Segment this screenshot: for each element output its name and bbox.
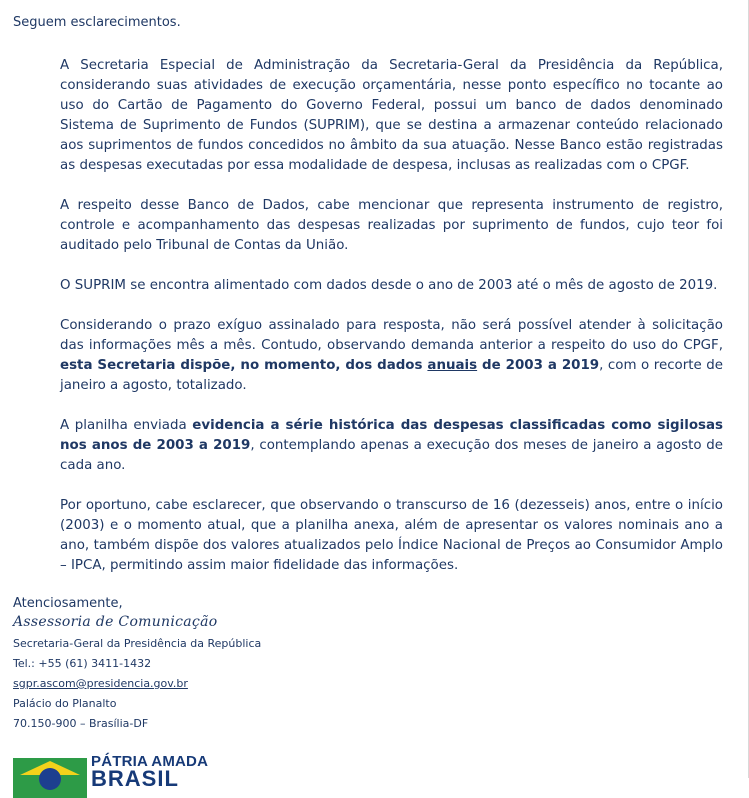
paragraph-annual-data-bold [60,358,599,373]
patria-amada-brasil-logo [13,752,223,791]
signature-email-line [13,674,413,694]
signature-closing: Atenciosamente, [13,596,123,611]
paragraph-spreadsheet-bold: evidencia a série histórica das despesas classificadas como sigilosas nos anos de 2003 a 2019 [60,418,723,453]
underlined-anuais: anuais [427,358,478,373]
paragraph-spreadsheet-end: , contemplando apenas a execução dos meses de janeiro a agosto de cada ano. [60,438,724,473]
bold-text-years: de 2003 a 2019 [477,358,600,373]
logo-line-2: BRASIL [91,766,179,791]
logo-line-1: PÁTRIA AMADA [91,753,209,770]
paragraph-annual-data-end: , com o recorte de janeiro a agosto, totalizado. [60,358,724,393]
email-signature [13,595,413,734]
paragraph-spreadsheet [60,416,723,476]
paragraph-ipca: Por oportuno, cabe esclarecer, que observando o transcurso de 16 (dezesseis) anos, entre o início (2003) e o momento atual, que a planilha anexa, além de apresentar os valores nominais ano a ano, também dispõe dos valores atualizados pelo Índice Nacional de Preços ao Consumidor Amplo – IPCA, permitindo assim maior fidelidade das informações. [60,498,723,573]
paragraph-data-period: O SUPRIM se encontra alimentado com dados desde o ano de 2003 até o mês de agosto de 2019. [60,278,718,293]
signature-address: 70.150-900 – Brasília-DF [13,717,149,730]
paragraph-annual-data-intro: Considerando o prazo exíguo assinalado para resposta, não será possível atender à solicitação das informações mês a mês. Contudo, observando demanda anterior a respeito do uso do CPGF, [60,318,723,353]
email-body [60,56,723,596]
paragraph-database-role: A respeito desse Banco de Dados, cabe mencionar que representa instrumento de registro, controle e acompanhamento das despesas realizadas por suprimento de fundos, cujo teor foi auditado pelo Tribunal de Contas da União. [60,198,723,253]
brazil-flag-icon [13,758,87,798]
flag-globe-shape [39,768,61,790]
paragraph-spreadsheet-intro: A planilha enviada [60,418,193,433]
signature-organization: Secretaria-Geral da Presidência da República [13,637,262,650]
greeting-text: Seguem esclarecimentos. [13,15,181,30]
signature-email-link[interactable]: sgpr.ascom@presidencia.gov.br [13,677,188,690]
logo-wordmark [91,754,208,789]
signature-team-name: Assessoria de Comunicação [13,614,218,630]
paragraph-annual-data [60,316,723,396]
signature-building: Palácio do Planalto [13,697,117,710]
bold-text-secretaria: esta Secretaria dispõe, no momento, dos dados [60,358,428,373]
paragraph-suprim-description: A Secretaria Especial de Administração da Secretaria-Geral da Presidência da República, considerando suas atividades de execução orçamentária, nesse ponto específico no tocante ao uso do Cartão de Pagamento do Governo Federal, possui um banco de dados denominado Sistema de Suprimento de Fundos (SUPRIM), que se destina a armazenar conteúdo relacionado aos suprimentos de fundos concedidos no âmbito da sua atuação. Nesse Banco estão registradas as despesas executadas por essa modalidade de despesa, inclusas as realizadas com o CPGF. [60,58,723,173]
signature-phone: Tel.: +55 (61) 3411-1432 [13,657,152,670]
